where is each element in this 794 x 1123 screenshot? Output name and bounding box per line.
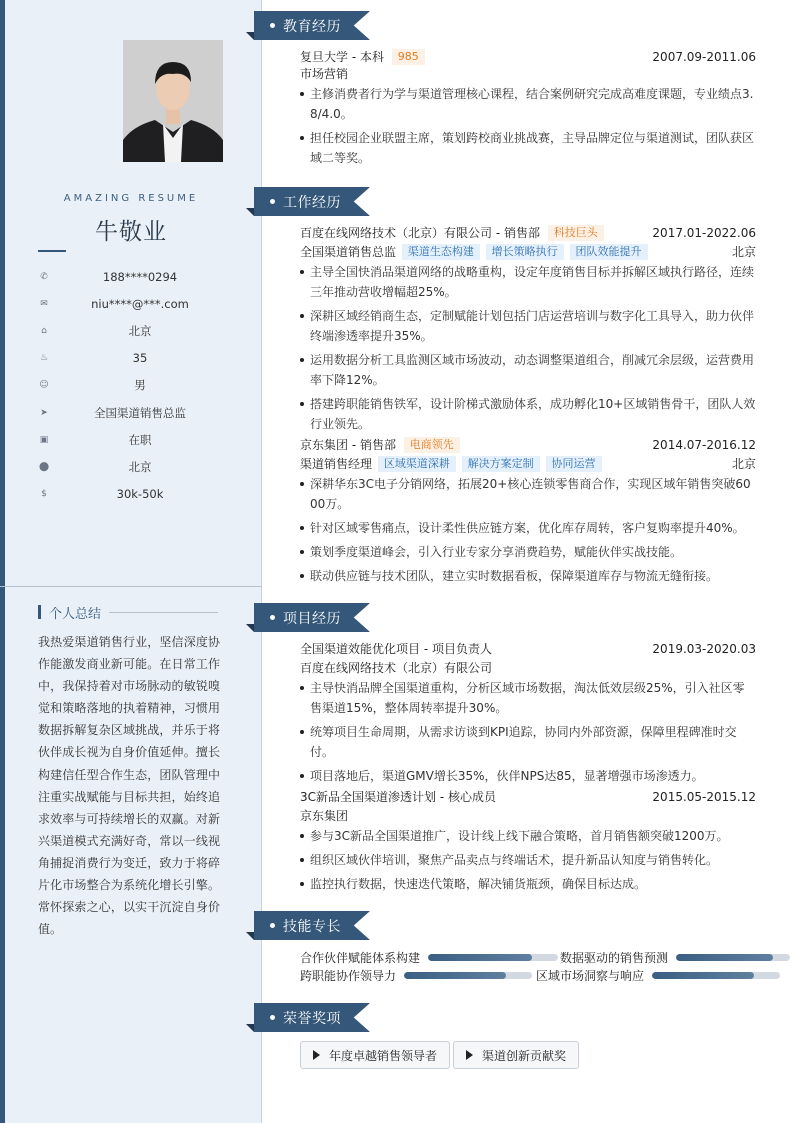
company-name: 百度在线网络技术（北京）有限公司 - 销售部 xyxy=(300,226,540,240)
skill-bar xyxy=(676,954,790,961)
list-item: 策划季度渠道峰会，引入行业专家分享消费趋势，赋能伙伴实战技能。 xyxy=(300,542,756,562)
send-icon: ➤ xyxy=(40,407,48,418)
list-item: 担任校园企业联盟主席，策划跨校商业挑战赛，主导品牌定位与渠道测试，团队获区域二等奖。 xyxy=(300,128,756,168)
gender-value: 男 xyxy=(134,378,146,393)
list-item: 主导全国快消品渠道网络的战略重构，设定年度销售目标并拆解区域执行路径，连续三年推动营收增幅超25%。 xyxy=(300,262,756,302)
candidate-name: 牛敬业 xyxy=(95,219,167,245)
info-row-target-position xyxy=(38,399,238,426)
project-title: 全国渠道效能优化项目 - 项目负责人 xyxy=(300,642,492,656)
skill-item-3 xyxy=(300,967,532,984)
skill-item-4 xyxy=(536,967,780,984)
list-item: 主修消费者行为学与渠道管理核心课程，结合案例研究完成高难度课题，专业绩点3.8/4.0。 xyxy=(300,84,756,124)
sidebar xyxy=(0,0,262,1123)
skill-bar-fill xyxy=(404,972,506,979)
info-row-age xyxy=(38,345,238,372)
list-item: 统筹项目生命周期，从需求访谈到KPI追踪，协同内外部资源，保障里程碑准时交付。 xyxy=(300,722,756,762)
list-item: 参与3C新品全国渠道推广，设计线上线下融合策略，首月销售额突破1200万。 xyxy=(300,826,756,846)
summary-heading-line xyxy=(109,612,218,613)
salary-icon: $ xyxy=(41,489,47,500)
info-row-residence xyxy=(38,317,238,344)
major: 市场营销 xyxy=(300,67,349,81)
skill-tag: 区域渠道深耕 xyxy=(378,456,456,472)
company-tag: 科技巨头 xyxy=(548,225,604,241)
profile-photo xyxy=(123,40,223,162)
status-value: 在职 xyxy=(128,432,152,447)
skill-item-1 xyxy=(300,949,558,966)
award-item-1 xyxy=(300,1041,450,1069)
target-position-value: 全国渠道销售总监 xyxy=(94,405,186,420)
target-city-value: 北京 xyxy=(128,459,152,474)
work-2-bullets xyxy=(300,474,756,586)
project-org: 京东集团 xyxy=(300,809,349,823)
education-entry xyxy=(300,49,756,172)
skill-name: 跨职能协作领导力 xyxy=(300,969,397,983)
section-awards-title: 荣誉奖项 xyxy=(283,1011,341,1027)
briefcase-icon: ▣ xyxy=(39,434,49,445)
work-entry-1 xyxy=(300,225,756,438)
section-projects-title: 项目经历 xyxy=(283,611,341,627)
skill-bar-fill xyxy=(676,954,773,961)
project-date: 2015.05-2015.12 xyxy=(652,790,756,804)
info-row-email xyxy=(38,290,238,317)
list-item: 主导快消品牌全国渠道重构，分析区域市场数据，淘汰低效层级25%，引入社区零售渠道15%，整体周转率提升30%。 xyxy=(300,678,756,718)
list-item: 运用数据分析工具监测区域市场波动，动态调整渠道组合，削减冗余层级，运营费用率下降12%。 xyxy=(300,350,756,390)
skill-tag: 团队效能提升 xyxy=(570,244,648,260)
phone-value: 188****0294 xyxy=(102,269,178,284)
education-date: 2007.09-2011.06 xyxy=(652,50,756,64)
info-row-status xyxy=(38,426,238,453)
summary-heading-bar xyxy=(38,605,41,619)
work-date: 2017.01-2022.06 xyxy=(652,226,756,240)
name-underline xyxy=(38,250,66,252)
list-item: 搭建跨职能销售铁军，设计阶梯式激励体系，成功孵化10+区域销售骨干，团队人效行业领先。 xyxy=(300,394,756,434)
email-value: niu****@***.com xyxy=(91,296,189,311)
project-date: 2019.03-2020.03 xyxy=(652,642,756,656)
work-entry-2 xyxy=(300,437,756,590)
phone-icon: ✆ xyxy=(40,271,48,282)
award-name: 渠道创新贡献奖 xyxy=(482,1048,567,1063)
section-skills-title: 技能专长 xyxy=(283,919,341,935)
contact-info-list xyxy=(38,263,238,508)
education-bullets xyxy=(300,84,756,168)
mail-icon: ✉ xyxy=(40,298,48,309)
list-item: 项目落地后，渠道GMV增长35%，伙伴NPS达85，显著增强市场渗透力。 xyxy=(300,766,756,786)
location-pin-icon: ⬤ xyxy=(38,461,50,472)
skill-tag: 渠道生态构建 xyxy=(402,244,480,260)
summary-text: 我热爱渠道销售行业，坚信深度协作能激发商业新可能。在日常工作中，我保持着对市场脉动的敏锐嗅觉和策略落地的执着精神，习惯用数据拆解复杂区域挑战，并乐于将伙伴成长视为自身价值延伸。擅长构建信任型合作生态，团队管理中注重实战赋能与目标共担，始终追求效率与可持续增长的双赢。对新兴渠道模式充满好奇，常以一线视角捕捉消费行为变迁，致力于将碎片化市场整合为系统化增长引擎。常怀探索之心，以实干沉淀自身价值。 xyxy=(38,635,220,937)
info-row-gender xyxy=(38,372,238,399)
work-date: 2014.07-2016.12 xyxy=(652,438,756,452)
cake-icon: ♨ xyxy=(39,353,49,364)
school-name: 复旦大学 - 本科 xyxy=(300,50,384,64)
list-item: 针对区域零售痛点，设计柔性供应链方案，优化库存周转，客户复购率提升40%。 xyxy=(300,518,756,538)
skill-name: 区域市场洞察与响应 xyxy=(536,969,645,983)
skill-bar xyxy=(428,954,558,961)
skill-bar-fill xyxy=(652,972,754,979)
project-org: 百度在线网络技术（北京）有限公司 xyxy=(300,661,493,675)
residence-value: 北京 xyxy=(128,323,152,338)
home-icon: ⌂ xyxy=(41,325,47,336)
job-title: 渠道销售经理 xyxy=(300,457,373,471)
award-item-2 xyxy=(453,1041,579,1069)
skill-tag: 解决方案定制 xyxy=(462,456,540,472)
skill-bar-fill xyxy=(428,954,532,961)
age-value: 35 xyxy=(132,351,148,366)
project-title: 3C新品全国渠道渗透计划 - 核心成员 xyxy=(300,790,496,804)
info-row-phone xyxy=(38,263,238,290)
skill-bar xyxy=(652,972,780,979)
skill-tag: 协同运营 xyxy=(546,456,602,472)
work-1-bullets xyxy=(300,262,756,434)
play-triangle-icon xyxy=(313,1050,320,1060)
list-item: 深耕华东3C电子分销网络，拓展20+核心连锁零售商合作，实现区域年销售突破6000万。 xyxy=(300,474,756,514)
award-name: 年度卓越销售领导者 xyxy=(329,1048,438,1063)
summary-title: 个人总结 xyxy=(49,606,102,622)
section-work-title: 工作经历 xyxy=(283,195,341,211)
list-item: 组织区域伙伴培训，聚焦产品卖点与终端话术，提升新品认知度与销售转化。 xyxy=(300,850,756,870)
salary-value: 30k-50k xyxy=(116,487,164,502)
company-tag: 电商领先 xyxy=(404,437,460,453)
skill-tag: 增长策略执行 xyxy=(486,244,564,260)
company-name: 京东集团 - 销售部 xyxy=(300,438,396,452)
project-entry-2 xyxy=(300,789,756,898)
sidebar-accent-bar xyxy=(0,0,5,1123)
project-2-bullets xyxy=(300,826,756,894)
work-city: 北京 xyxy=(731,457,756,471)
info-row-salary xyxy=(38,481,238,508)
job-title: 全国渠道销售总监 xyxy=(300,245,397,259)
skill-name: 数据驱动的销售预测 xyxy=(560,951,669,965)
project-1-bullets xyxy=(300,678,756,786)
skill-name: 合作伙伴赋能体系构建 xyxy=(300,951,421,965)
section-education-title: 教育经历 xyxy=(283,19,341,35)
list-item: 联动供应链与技术团队，建立实时数据看板，保障渠道库存与物流无缝衔接。 xyxy=(300,566,756,586)
skill-item-2 xyxy=(560,949,790,966)
smile-icon: ☺ xyxy=(39,380,49,391)
summary-heading xyxy=(38,604,218,620)
sidebar-divider xyxy=(0,586,262,587)
list-item: 监控执行数据，快速迭代策略，解决铺货瓶颈，确保目标达成。 xyxy=(300,874,756,894)
list-item: 深耕区域经销商生态，定制赋能计划包括门店运营培训与数字化工具导入，助力伙伴终端渗透率提升35%。 xyxy=(300,306,756,346)
brand-tagline: AMAZING RESUME xyxy=(63,193,199,204)
play-triangle-icon xyxy=(466,1050,473,1060)
project-entry-1 xyxy=(300,641,756,790)
info-row-target-city xyxy=(38,453,238,480)
work-city: 北京 xyxy=(731,245,756,259)
skill-bar xyxy=(404,972,532,979)
school-tag: 985 xyxy=(392,49,425,65)
